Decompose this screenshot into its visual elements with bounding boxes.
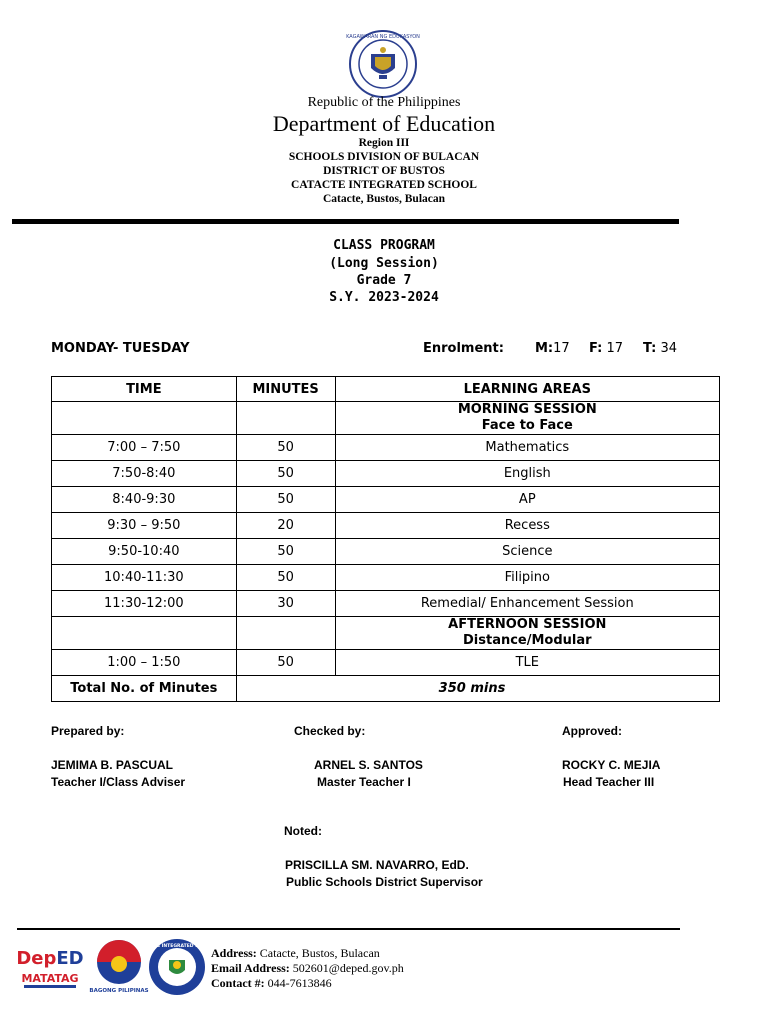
grade-level: Grade 7 xyxy=(356,273,412,288)
footer-address: Address: Catacte, Bustos, Bulacan xyxy=(211,946,380,960)
minutes-cell: 50 xyxy=(236,487,335,513)
approved-label: Approved: xyxy=(562,724,622,738)
table-row xyxy=(52,513,720,539)
morning-session-heading: MORNING SESSION Face to Face xyxy=(335,402,719,435)
table-row xyxy=(52,435,720,461)
minutes-cell: 50 xyxy=(236,461,335,487)
approved-by-position: Head Teacher III xyxy=(563,775,655,789)
learning-area-cell: English xyxy=(335,461,719,487)
prepared-by-position: Teacher I/Class Adviser xyxy=(51,775,186,789)
svg-text:BAGONG PILIPINAS: BAGONG PILIPINAS xyxy=(89,988,149,994)
checked-by-position: Master Teacher I xyxy=(317,775,411,789)
enrolment-female: F: 17 xyxy=(589,341,624,356)
minutes-cell: 50 xyxy=(236,539,335,565)
header-divider xyxy=(12,219,679,224)
footer-email: Email Address: 502601@deped.gov.ph xyxy=(211,961,404,975)
morning-session-row xyxy=(52,402,720,435)
school-address: Catacte, Bustos, Bulacan xyxy=(322,193,446,205)
region-label: Region III xyxy=(358,137,410,149)
approved-by-name: ROCKY C. MEJIA xyxy=(562,758,661,772)
svg-text:DepED: DepED xyxy=(16,948,84,969)
document-title: CLASS PROGRAM xyxy=(333,238,435,253)
class-program-table xyxy=(51,376,720,702)
table-header-row xyxy=(52,377,720,402)
time-cell: 9:30 – 9:50 xyxy=(52,513,237,539)
learning-area-cell: TLE xyxy=(335,650,719,676)
time-cell: 8:40-9:30 xyxy=(52,487,237,513)
learning-area-cell: Recess xyxy=(335,513,719,539)
deped-seal-logo xyxy=(346,30,420,98)
total-label: Total No. of Minutes xyxy=(52,676,237,702)
school-year: S.Y. 2023-2024 xyxy=(329,290,439,305)
district-label: DISTRICT OF BUSTOS xyxy=(323,165,445,177)
school-seal-logo xyxy=(138,938,216,996)
enrolment-label: Enrolment: xyxy=(423,341,504,356)
col-header-minutes: MINUTES xyxy=(236,377,335,402)
session-type: (Long Session) xyxy=(329,256,439,271)
col-header-learning-areas: LEARNING AREAS xyxy=(335,377,719,402)
time-cell: 10:40-11:30 xyxy=(52,565,237,591)
time-cell: 11:30-12:00 xyxy=(52,591,237,617)
table-row xyxy=(52,487,720,513)
noted-by-label: Noted: xyxy=(284,824,322,838)
table-row xyxy=(52,565,720,591)
learning-area-cell: Remedial/ Enhancement Session xyxy=(335,591,719,617)
minutes-cell: 50 xyxy=(236,650,335,676)
schedule-days: MONDAY- TUESDAY xyxy=(51,341,190,356)
minutes-cell: 20 xyxy=(236,513,335,539)
col-header-time: TIME xyxy=(52,377,237,402)
minutes-cell: 50 xyxy=(236,435,335,461)
prepared-by-name: JEMIMA B. PASCUAL xyxy=(51,758,174,772)
svg-text:MATATAG: MATATAG xyxy=(21,972,79,985)
noted-by-name: PRISCILLA SM. NAVARRO, EdD. xyxy=(285,858,469,872)
total-row xyxy=(52,676,720,702)
table-row xyxy=(52,591,720,617)
school-name: CATACTE INTEGRATED SCHOOL xyxy=(291,179,477,191)
time-cell: 9:50-10:40 xyxy=(52,539,237,565)
afternoon-session-heading: AFTERNOON SESSION Distance/Modular xyxy=(335,617,719,650)
table-row xyxy=(52,650,720,676)
department-heading: Department of Education xyxy=(272,111,496,136)
noted-by-position: Public Schools District Supervisor xyxy=(286,875,483,889)
checked-by-name: ARNEL S. SANTOS xyxy=(314,758,423,772)
prepared-by-label: Prepared by: xyxy=(51,724,125,738)
learning-area-cell: Filipino xyxy=(335,565,719,591)
afternoon-session-row xyxy=(52,617,720,650)
division-label: SCHOOLS DIVISION OF BULACAN xyxy=(288,151,480,163)
minutes-cell: 50 xyxy=(236,565,335,591)
checked-by-label: Checked by: xyxy=(294,724,366,738)
footer-contact: Contact #: 044-7613846 xyxy=(211,976,332,990)
enrolment-male: M:17 xyxy=(535,341,570,356)
learning-area-cell: Science xyxy=(335,539,719,565)
time-cell: 7:00 – 7:50 xyxy=(52,435,237,461)
deped-matatag-logo xyxy=(18,942,82,992)
republic-heading: Republic of the Philippines xyxy=(307,95,461,110)
minutes-cell: 30 xyxy=(236,591,335,617)
enrolment-total: T: 34 xyxy=(643,341,678,356)
svg-text:CATACTE INTEGRATED SCHOOL: CATACTE INTEGRATED SCHOOL xyxy=(138,944,216,949)
time-cell: 7:50-8:40 xyxy=(52,461,237,487)
svg-text:KAGAWARAN NG EDUKASYON: KAGAWARAN NG EDUKASYON xyxy=(346,34,420,40)
table-row xyxy=(52,539,720,565)
total-minutes-value: 350 mins xyxy=(236,676,719,702)
footer-divider xyxy=(17,928,680,930)
learning-area-cell: Mathematics xyxy=(335,435,719,461)
table-row xyxy=(52,461,720,487)
learning-area-cell: AP xyxy=(335,487,719,513)
time-cell: 1:00 – 1:50 xyxy=(52,650,237,676)
